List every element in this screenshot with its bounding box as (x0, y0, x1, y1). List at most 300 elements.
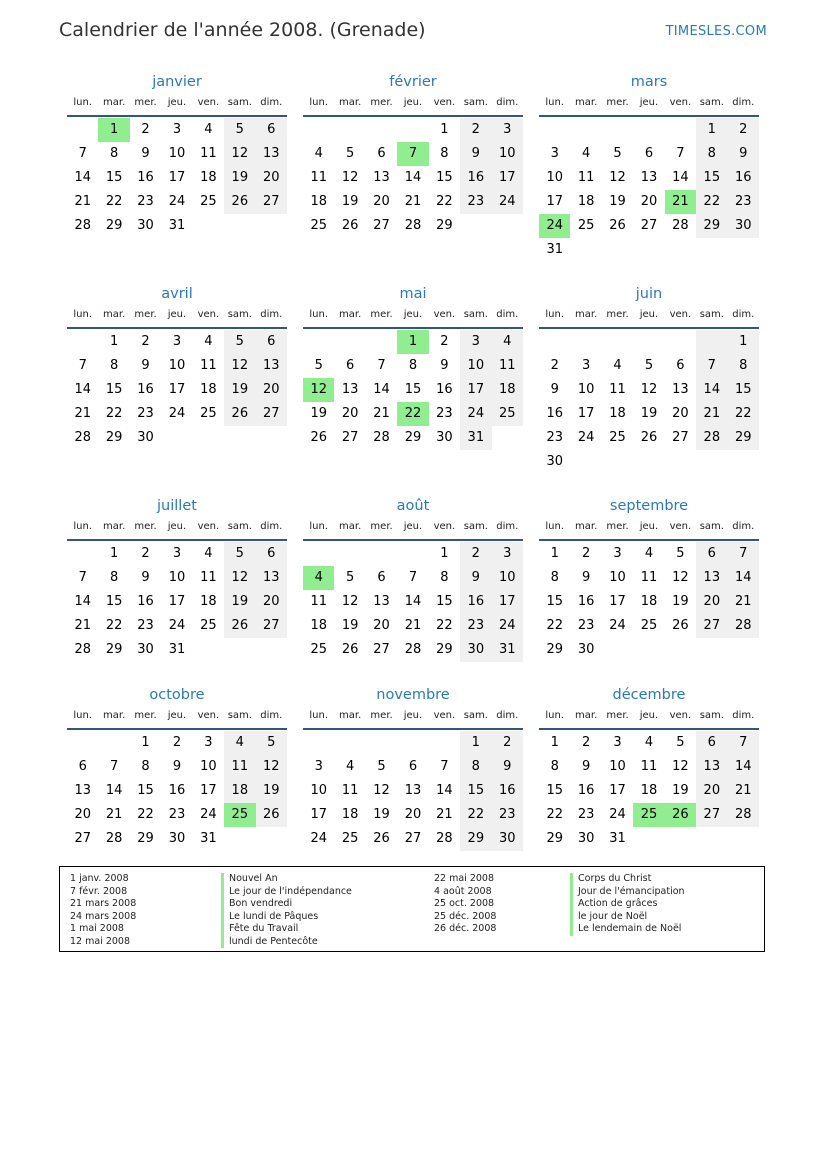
day-cell: 16 (137, 170, 154, 185)
day-cell: 22 (137, 807, 154, 822)
weekday-header (67, 707, 287, 730)
legend-holiday-name: Fête du Travail (221, 923, 352, 936)
weekday-label: jeu. (167, 97, 187, 108)
day-cell: 6 (676, 358, 685, 373)
weekday-label: lun. (545, 309, 565, 320)
day-cell: 14 (728, 755, 759, 779)
weekday-label: ven. (197, 710, 220, 721)
day-cell: 25 (310, 218, 327, 233)
day-grid (539, 118, 759, 262)
day-cell: 23 (577, 807, 595, 822)
day-cell: 5 (377, 759, 386, 774)
day-cell: 29 (728, 426, 759, 450)
day-cell: 26 (224, 614, 255, 638)
day-cell: 14 (74, 382, 91, 397)
day-cell: 27 (256, 190, 287, 214)
day-cell: 30 (728, 214, 759, 238)
holiday-day-cell: 12 (303, 378, 334, 402)
day-cell: 23 (168, 807, 186, 822)
day-cell: 8 (109, 358, 119, 373)
day-cell: 23 (460, 614, 491, 638)
day-cell: 29 (546, 642, 563, 657)
day-cell: 16 (168, 783, 186, 798)
day-cell: 13 (640, 170, 658, 185)
empty-cell (67, 118, 98, 142)
day-cell: 1 (696, 118, 727, 142)
day-cell: 9 (460, 142, 491, 166)
day-cell: 21 (728, 779, 759, 803)
weekday-label: jeu. (167, 710, 187, 721)
holiday-day-cell: 25 (633, 803, 664, 827)
day-cell: 19 (672, 783, 689, 798)
day-cell: 31 (460, 426, 491, 450)
empty-cell (366, 731, 397, 755)
day-cell: 19 (341, 194, 359, 209)
day-cell: 18 (492, 378, 523, 402)
day-cell: 3 (204, 735, 213, 750)
weekday-header (303, 518, 523, 541)
day-cell: 17 (168, 594, 186, 609)
day-cell: 30 (460, 638, 491, 662)
weekday-label: lun. (309, 309, 329, 320)
day-cell: 12 (224, 354, 255, 378)
day-cell: 4 (314, 146, 323, 161)
day-cell: 27 (341, 430, 359, 445)
day-cell: 21 (436, 807, 453, 822)
day-cell: 21 (74, 406, 91, 421)
weekday-label: dim. (496, 309, 519, 320)
day-cell: 4 (613, 358, 622, 373)
day-cell: 22 (546, 807, 563, 822)
weekday-label: jeu. (639, 521, 659, 532)
weekday-label: lun. (309, 710, 329, 721)
day-cell: 17 (168, 382, 186, 397)
holiday-day-cell: 4 (303, 566, 334, 590)
weekday-label: lun. (309, 97, 329, 108)
day-cell: 16 (460, 166, 491, 190)
day-cell: 10 (460, 354, 491, 378)
day-cell: 10 (546, 170, 563, 185)
day-cell: 23 (492, 803, 523, 827)
empty-cell (303, 542, 334, 566)
empty-cell (397, 542, 428, 566)
weekday-label: sam. (463, 521, 488, 532)
weekday-label: dim. (260, 710, 283, 721)
holiday-day-cell: 25 (224, 803, 255, 827)
day-cell: 2 (172, 735, 182, 750)
day-cell: 26 (609, 218, 626, 233)
weekday-label: dim. (260, 97, 283, 108)
day-cell: 3 (492, 118, 523, 142)
legend-holiday-name: Bon vendredi (221, 898, 352, 911)
day-cell: 5 (224, 542, 255, 566)
day-cell: 29 (436, 642, 453, 657)
day-cell: 27 (696, 614, 727, 638)
empty-cell (67, 542, 98, 566)
empty-cell (539, 118, 570, 142)
day-cell: 2 (581, 735, 591, 750)
day-cell: 21 (373, 406, 390, 421)
day-cell: 17 (609, 594, 626, 609)
day-cell: 18 (577, 194, 595, 209)
weekday-label: ven. (669, 97, 692, 108)
weekday-header (539, 94, 759, 117)
holiday-day-cell: 24 (539, 214, 570, 238)
weekday-label: ven. (433, 309, 456, 320)
holiday-day-cell: 1 (98, 118, 129, 142)
day-cell: 13 (74, 783, 91, 798)
day-grid (67, 542, 287, 662)
weekday-label: mer. (134, 521, 157, 532)
legend-holiday-date: 22 mai 2008 (434, 873, 495, 884)
day-cell: 20 (341, 406, 359, 421)
day-cell: 9 (550, 382, 559, 397)
weekday-header (303, 306, 523, 329)
day-cell: 28 (74, 218, 91, 233)
day-cell: 5 (345, 570, 355, 585)
day-cell: 23 (137, 194, 154, 209)
day-cell: 28 (105, 831, 123, 846)
day-cell: 10 (609, 570, 626, 585)
day-cell: 1 (550, 735, 559, 750)
day-cell: 27 (256, 402, 287, 426)
empty-cell (570, 330, 601, 354)
day-cell: 25 (200, 406, 217, 421)
weekday-header (539, 707, 759, 730)
weekday-label: lun. (73, 97, 93, 108)
day-cell: 24 (609, 618, 626, 633)
weekday-header (303, 707, 523, 730)
weekday-label: mer. (370, 97, 393, 108)
month-4 (67, 284, 287, 450)
day-cell: 12 (224, 566, 255, 590)
day-cell: 3 (314, 759, 323, 774)
day-cell: 12 (640, 382, 658, 397)
legend-holiday-date: 1 mai 2008 (70, 923, 124, 934)
weekday-label: ven. (197, 97, 220, 108)
day-cell: 5 (256, 731, 287, 755)
day-cell: 16 (728, 166, 759, 190)
weekday-label: ven. (433, 97, 456, 108)
day-cell: 20 (74, 807, 91, 822)
weekday-label: mer. (370, 521, 393, 532)
day-cell: 11 (224, 755, 255, 779)
day-grid (303, 118, 523, 238)
month-1 (67, 72, 287, 238)
month-name: septembre (609, 498, 689, 514)
day-cell: 2 (492, 731, 523, 755)
month-name: février (389, 74, 437, 90)
day-cell: 5 (644, 358, 654, 373)
day-cell: 13 (341, 382, 359, 397)
weekday-label: jeu. (639, 710, 659, 721)
day-cell: 30 (168, 831, 186, 846)
day-cell: 26 (672, 618, 689, 633)
day-cell: 19 (256, 779, 287, 803)
month-name: avril (161, 286, 193, 302)
day-cell: 5 (224, 118, 255, 142)
day-cell: 2 (141, 334, 150, 349)
day-cell: 27 (672, 430, 689, 445)
day-cell: 20 (373, 194, 390, 209)
month-name: juillet (157, 498, 197, 514)
day-cell: 1 (550, 546, 559, 561)
day-cell: 3 (492, 542, 523, 566)
weekday-label: ven. (433, 710, 456, 721)
day-cell: 24 (492, 614, 523, 638)
day-cell: 13 (696, 566, 727, 590)
day-cell: 16 (546, 406, 563, 421)
empty-cell (633, 118, 664, 142)
day-cell: 23 (137, 618, 154, 633)
empty-cell (67, 330, 98, 354)
weekday-label: mar. (339, 97, 362, 108)
day-cell: 10 (168, 358, 186, 373)
day-cell: 23 (546, 430, 563, 445)
day-cell: 27 (373, 642, 390, 657)
day-cell: 18 (640, 783, 658, 798)
day-cell: 1 (460, 731, 491, 755)
day-cell: 25 (577, 218, 595, 233)
day-cell: 17 (492, 590, 523, 614)
day-cell: 20 (672, 406, 689, 421)
day-cell: 22 (546, 618, 563, 633)
day-cell: 26 (640, 430, 658, 445)
day-cell: 2 (141, 546, 150, 561)
day-cell: 1 (728, 330, 759, 354)
legend-names-column-2 (570, 873, 685, 936)
day-cell: 1 (440, 122, 449, 137)
day-cell: 14 (728, 566, 759, 590)
weekday-label: sam. (227, 521, 252, 532)
day-cell: 16 (492, 779, 523, 803)
day-cell: 2 (440, 334, 449, 349)
day-grid (303, 330, 523, 450)
day-cell: 19 (224, 590, 255, 614)
month-9 (539, 496, 759, 662)
day-cell: 31 (168, 218, 186, 233)
day-cell: 1 (109, 334, 119, 349)
day-grid (67, 330, 287, 450)
day-cell: 12 (341, 170, 359, 185)
weekday-label: mar. (103, 521, 126, 532)
day-cell: 11 (200, 146, 217, 161)
day-cell: 24 (168, 618, 186, 633)
day-cell: 6 (377, 570, 386, 585)
day-cell: 11 (640, 759, 658, 774)
empty-cell (633, 330, 664, 354)
empty-cell (366, 118, 397, 142)
legend-holiday-date: 1 janv. 2008 (70, 873, 129, 884)
day-cell: 18 (640, 594, 658, 609)
legend-holiday-date: 12 mai 2008 (70, 935, 131, 947)
day-cell: 4 (204, 122, 213, 137)
weekday-label: jeu. (403, 97, 423, 108)
day-cell: 15 (436, 170, 453, 185)
weekday-label: mer. (606, 710, 629, 721)
day-cell: 18 (200, 594, 217, 609)
day-cell: 16 (137, 594, 154, 609)
day-cell: 29 (137, 831, 154, 846)
day-cell: 21 (105, 807, 123, 822)
day-cell: 15 (404, 382, 422, 397)
day-cell: 10 (168, 570, 186, 585)
legend-holiday-name: Jour de l'émancipation (570, 886, 685, 899)
weekday-label: jeu. (167, 309, 187, 320)
legend-dates-column-1 (70, 873, 136, 948)
weekday-label: jeu. (639, 309, 659, 320)
month-7 (67, 496, 287, 662)
day-cell: 4 (204, 334, 213, 349)
day-cell: 13 (672, 382, 689, 397)
day-cell: 7 (676, 146, 685, 161)
day-grid (67, 118, 287, 238)
day-cell: 13 (696, 755, 727, 779)
day-cell: 11 (310, 594, 327, 609)
day-cell: 5 (613, 146, 622, 161)
day-cell: 4 (644, 546, 654, 561)
day-cell: 6 (78, 759, 87, 774)
day-cell: 8 (109, 570, 119, 585)
day-cell: 19 (224, 166, 255, 190)
empty-cell (366, 542, 397, 566)
day-cell: 24 (460, 402, 491, 426)
weekday-label: dim. (260, 309, 283, 320)
weekday-label: dim. (260, 521, 283, 532)
weekday-header (67, 94, 287, 117)
holiday-day-cell: 1 (397, 330, 428, 354)
day-cell: 7 (440, 759, 449, 774)
weekday-header (67, 518, 287, 541)
weekday-label: mar. (103, 710, 126, 721)
day-cell: 20 (256, 378, 287, 402)
day-cell: 30 (137, 430, 154, 445)
empty-cell (334, 118, 365, 142)
weekday-label: ven. (197, 309, 220, 320)
weekday-label: dim. (496, 521, 519, 532)
empty-cell (602, 330, 633, 354)
day-cell: 13 (404, 783, 422, 798)
day-cell: 24 (609, 807, 626, 822)
day-cell: 15 (728, 378, 759, 402)
day-cell: 27 (74, 831, 91, 846)
empty-cell (665, 118, 696, 142)
day-grid (539, 731, 759, 851)
day-cell: 9 (581, 570, 591, 585)
day-cell: 28 (728, 614, 759, 638)
day-cell: 20 (256, 166, 287, 190)
day-cell: 7 (728, 731, 759, 755)
day-cell: 14 (373, 382, 390, 397)
day-cell: 21 (696, 402, 727, 426)
month-name: mars (630, 74, 668, 90)
day-cell: 30 (577, 831, 595, 846)
day-cell: 2 (728, 118, 759, 142)
day-cell: 6 (696, 542, 727, 566)
day-cell: 31 (492, 638, 523, 662)
weekday-label: mer. (134, 309, 157, 320)
day-cell: 5 (676, 546, 685, 561)
day-cell: 25 (341, 831, 359, 846)
day-cell: 29 (546, 831, 563, 846)
weekday-label: dim. (496, 97, 519, 108)
day-cell: 16 (577, 783, 595, 798)
day-cell: 15 (105, 382, 123, 397)
weekday-label: ven. (197, 521, 220, 532)
day-cell: 7 (109, 759, 119, 774)
day-cell: 26 (373, 831, 390, 846)
weekday-label: sam. (463, 710, 488, 721)
month-name: juin (635, 286, 663, 302)
day-cell: 29 (404, 430, 422, 445)
weekday-label: mar. (575, 521, 598, 532)
day-cell: 18 (310, 618, 327, 633)
weekday-label: dim. (732, 521, 755, 532)
day-cell: 1 (109, 546, 119, 561)
day-cell: 3 (550, 146, 559, 161)
day-cell: 7 (408, 570, 418, 585)
site-link[interactable]: TIMESLES.COM (665, 24, 767, 39)
legend-holiday-name: Le lundi de Pâques (221, 911, 352, 924)
day-cell: 19 (224, 378, 255, 402)
day-cell: 31 (200, 831, 217, 846)
day-cell: 28 (74, 642, 91, 657)
day-cell: 6 (644, 146, 654, 161)
weekday-label: jeu. (403, 710, 423, 721)
day-cell: 13 (256, 142, 287, 166)
month-5 (303, 284, 523, 450)
day-cell: 13 (373, 594, 390, 609)
day-cell: 4 (581, 146, 591, 161)
empty-cell (397, 731, 428, 755)
day-grid (67, 731, 287, 851)
weekday-label: dim. (732, 97, 755, 108)
weekday-label: ven. (669, 710, 692, 721)
day-cell: 3 (581, 358, 591, 373)
month-name: janvier (152, 74, 202, 90)
day-cell: 30 (137, 218, 154, 233)
day-cell: 20 (256, 590, 287, 614)
day-cell: 28 (436, 831, 453, 846)
weekday-label: lun. (545, 710, 565, 721)
day-cell: 9 (141, 146, 150, 161)
day-cell: 28 (74, 430, 91, 445)
day-cell: 8 (440, 570, 449, 585)
day-cell: 14 (105, 783, 123, 798)
day-grid (303, 542, 523, 662)
day-cell: 4 (224, 731, 255, 755)
day-cell: 12 (609, 170, 626, 185)
weekday-label: ven. (669, 521, 692, 532)
day-cell: 18 (609, 406, 626, 421)
weekday-label: mer. (370, 309, 393, 320)
day-cell: 3 (172, 122, 182, 137)
legend-holiday-name: Le jour de l'indépendance (221, 886, 352, 899)
day-cell: 31 (168, 642, 186, 657)
day-cell: 26 (341, 218, 359, 233)
day-cell: 21 (74, 618, 91, 633)
day-cell: 4 (345, 759, 355, 774)
day-cell: 12 (256, 755, 287, 779)
day-cell: 17 (577, 406, 595, 421)
day-cell: 9 (172, 759, 182, 774)
day-cell: 8 (408, 358, 418, 373)
day-cell: 8 (109, 146, 119, 161)
day-cell: 6 (408, 759, 418, 774)
day-cell: 18 (200, 170, 217, 185)
day-cell: 20 (404, 807, 422, 822)
day-cell: 22 (105, 406, 123, 421)
